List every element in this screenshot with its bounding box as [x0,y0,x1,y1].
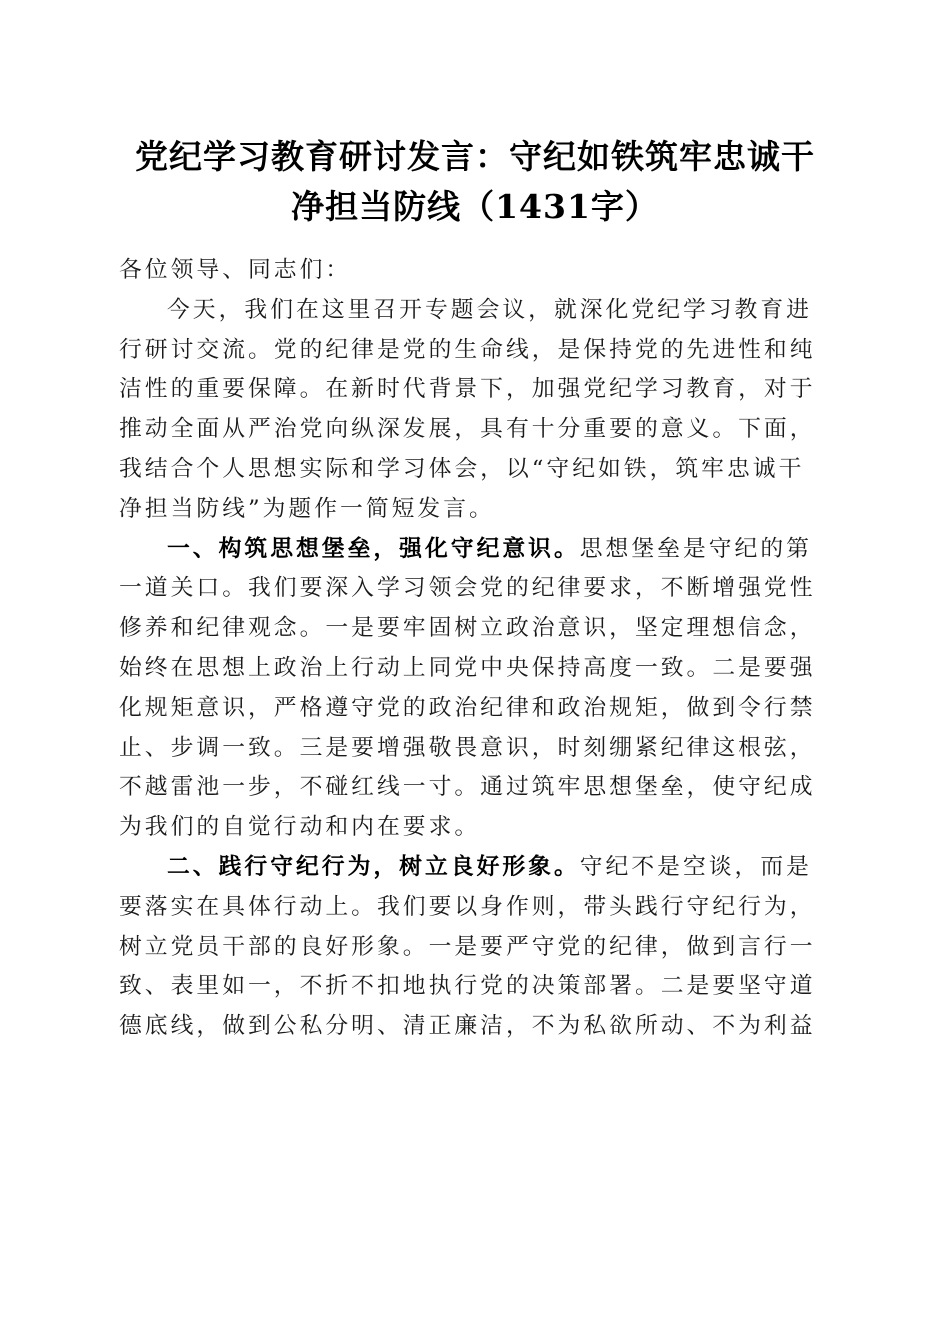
section-1-lead: 思想堡垒是守纪的第 [579,535,812,562]
paragraph-line: 修养和纪律观念。一是要牢固树立政治意识，坚定理想信念， [119,615,816,642]
paragraph-line: 推动全面从严治党向纵深发展，具有十分重要的意义。下面， [119,416,816,443]
paragraph-line: 始终在思想上政治上行动上同党中央保持高度一致。二是要强 [119,654,816,681]
section-1-first-line [119,530,831,570]
section-1-heading: 一、构筑思想堡垒，强化守纪意识。 [167,535,580,562]
section-2-first-line [119,848,831,888]
title-line-1: 党纪学习教育研讨发言：守纪如铁筑牢忠诚干 [135,137,815,176]
paragraph-line: 洁性的重要保障。在新时代背景下，加强党纪学习教育，对于 [119,376,816,403]
paragraph-line: 化规矩意识，严格遵守党的政治纪律和政治规矩，做到令行禁 [119,694,816,721]
paragraph-line: 一道关口。我们要深入学习领会党的纪律要求，不断增强党性 [119,575,816,602]
section-2-lead: 守纪不是空谈，而是 [579,853,812,880]
paragraph-line: 我结合个人思想实际和学习体会，以“守纪如铁，筑牢忠诚干 [119,455,805,482]
paragraph-line: 今天，我们在这里召开专题会议，就深化党纪学习教育进 [167,296,812,323]
salutation: 各位领导、同志们： [119,257,352,283]
paragraph-line: 行研讨交流。党的纪律是党的生命线，是保持党的先进性和纯 [119,336,816,363]
paragraph-line: 树立党员干部的良好形象。一是要严守党的纪律，做到言行一 [119,933,816,960]
paragraph-line: 净担当防线”为题作一简短发言。 [119,495,495,522]
document-body [119,251,831,1047]
paragraph-line: 致、表里如一，不折不扣地执行党的决策部署。二是要坚守道 [119,973,816,1000]
paragraph-line: 德底线，做到公私分明、清正廉洁，不为私欲所动、不为利益 [119,1013,816,1040]
document-title [110,132,840,232]
section-2-heading: 二、践行守纪行为，树立良好形象。 [167,853,580,880]
paragraph-line: 止、步调一致。三是要增强敬畏意识，时刻绷紧纪律这根弦， [119,734,816,761]
paragraph-line: 要落实在具体行动上。我们要以身作则，带头践行守纪行为， [119,893,816,920]
paragraph-line: 为我们的自觉行动和内在要求。 [119,814,481,841]
paragraph-line: 不越雷池一步，不碰红线一寸。通过筑牢思想堡垒，使守纪成 [119,774,816,801]
title-line-2: 净担当防线（1431字） [291,187,659,226]
